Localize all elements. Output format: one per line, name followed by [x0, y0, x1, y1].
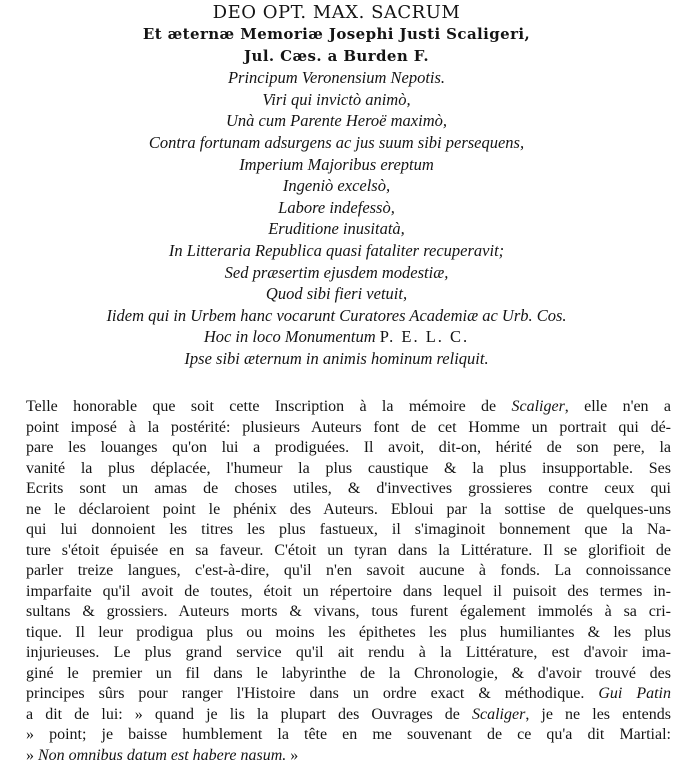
- inscription-line: Labore indefessò,: [0, 197, 673, 219]
- inscription-line: In Litteraria Republica quasi fataliter recuperavit;: [0, 240, 673, 262]
- inscription-line-italic-part: Hoc in loco Monumentum: [204, 327, 376, 346]
- text-run: , elle n'en a: [565, 398, 671, 415]
- paragraph-line: Ecrits sont un amas de choses utiles, & d'invectives grossieres contre ceux qui: [26, 479, 671, 500]
- paragraph-line: giné le premier un fil dans le labyrinthe de la Chronologie, & d'avoir trouvé des: [26, 664, 671, 685]
- paragraph-line: pare les louanges qu'on lui a prodiguées. Il avoit, dit-on, hérité de son pere, la: [26, 438, 671, 459]
- martial-quote: Non omnibus datum est habere nasum.: [38, 747, 286, 764]
- inscription-line: Ingeniò excelsò,: [0, 175, 673, 197]
- inscription-line: Unà cum Parente Heroë maximò,: [0, 110, 673, 132]
- inscription-line: Contra fortunam adsurgens ac jus suum sibi persequens,: [0, 132, 673, 154]
- text-run: , je ne les entends: [525, 706, 671, 723]
- paragraph-line: sultans & grossiers. Auteurs morts & vivans, tous furent également immolés à sa cri-: [26, 602, 671, 623]
- paragraph-line: qui lui donnoient les titres les plus fastueux, il s'imaginoit bonnement que la Na-: [26, 520, 671, 541]
- inscription-line: Imperium Majoribus ereptum: [0, 154, 673, 176]
- inscription-line: Sed præsertim ejusdem modestiæ,: [0, 262, 673, 284]
- inscription-line: Eruditione inusitatà,: [0, 218, 673, 240]
- name-scaliger: Scaliger: [511, 398, 564, 415]
- text-run: »: [286, 747, 298, 764]
- inscription-line: Jul. Cæs. a Burden F.: [0, 46, 673, 68]
- inscription-line: Quod sibi fieri vetuit,: [0, 283, 673, 305]
- paragraph-line: ne le déclaroient point le phénix des Auteurs. Ebloui par la sottise de quelques-uns: [26, 500, 671, 521]
- paragraph-line: imparfaite qu'il avoit de toutes, étoit un répertoire dans lequel il puisoit des termes in-: [26, 582, 671, 603]
- paragraph-line: vanité la plus déplacée, l'humeur la plus caustique & la plus insupportable. Ses: [26, 459, 671, 480]
- text-run: Telle honorable que soit cette Inscription à la mémoire de: [26, 398, 511, 415]
- paragraph-line: [26, 684, 671, 705]
- name-scaliger: Scaliger: [472, 706, 525, 723]
- paragraph-line: [26, 746, 671, 766]
- paragraph-line: point imposé à la postérité: plusieurs Auteurs font de cet Homme un portrait qui dé-: [26, 418, 671, 439]
- name-gui-patin: Gui Patin: [598, 685, 671, 702]
- paragraph-line: [26, 397, 671, 418]
- french-commentary-paragraph: [26, 397, 671, 766]
- text-run: »: [26, 747, 38, 764]
- inscription-line: Principum Veronensium Nepotis.: [0, 67, 673, 89]
- paragraph-line: injurieuses. Le plus grand service qu'il ait rendu à la Littérature, est d'avoir ima-: [26, 643, 671, 664]
- inscription-line: Iidem qui in Urbem hanc vocarunt Curatores Academiæ ac Urb. Cos.: [0, 305, 673, 327]
- inscription-line: [0, 326, 673, 348]
- paragraph-line: [26, 705, 671, 726]
- text-run: a dit de lui: » quand je lis la plupart des Ouvrages de: [26, 706, 472, 723]
- latin-inscription: [0, 2, 673, 370]
- paragraph-line: » point; je baisse humblement la tête en me souvenant de ce qu'a dit Martial:: [26, 725, 671, 746]
- inscription-line-roman-part: P. E. L. C.: [380, 327, 469, 346]
- inscription-title: DEO OPT. MAX. SACRUM: [0, 2, 673, 24]
- paragraph-line: tique. Il leur prodigua plus ou moins les épithetes les plus humiliantes & les plus: [26, 623, 671, 644]
- paragraph-line: ture s'étoit épuisée en sa faveur. C'étoit un tyran dans la Littérature. Il se glorifioit de: [26, 541, 671, 562]
- paragraph-line: parler treize langues, c'est-à-dire, qu'il n'en savoit aucune à fonds. La connoissance: [26, 561, 671, 582]
- inscription-line: Ipse sibi æternum in animis hominum reliquit.: [0, 348, 673, 370]
- inscription-line: Viri qui invictò animò,: [0, 89, 673, 111]
- inscription-line: Et æternæ Memoriæ Josephi Justi Scaligeri,: [0, 24, 673, 46]
- text-run: principes sûrs pour ranger l'Histoire dans un ordre exact & méthodique.: [26, 685, 598, 702]
